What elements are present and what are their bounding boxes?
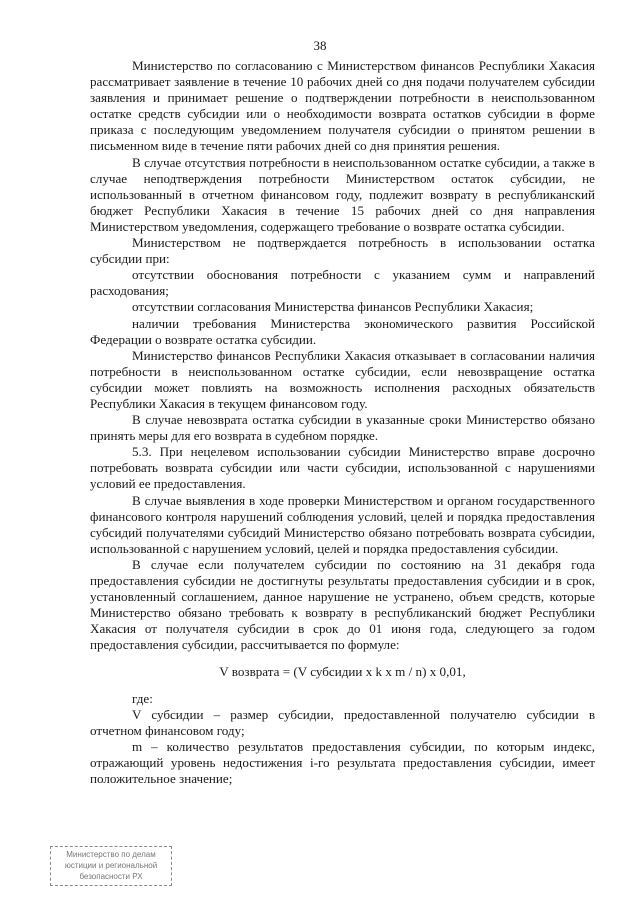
stamp-line: Министерство по делам — [66, 850, 156, 859]
paragraph: 5.3. При нецелевом использовании субсидии Министерство вправе досрочно потребовать возврата субсидии или части субсидии, использованной с нарушениями условий ее предоставления. — [90, 444, 595, 492]
paragraph: В случае невозврата остатка субсидии в указанные сроки Министерство обязано принять меры для его возврата в судебном порядке. — [90, 412, 595, 444]
paragraph: V субсидии – размер субсидии, предоставленной получателю субсидии в отчетном финансовом году; — [90, 706, 595, 738]
paragraph: Министерство финансов Республики Хакасия отказывает в согласовании наличия потребности в неиспользованном остатке субсидии, если невозвращение остатка субсидии может повлиять на возможность исполнения расходных обязательств Республики Хакасия в текущем финансовом году. — [90, 347, 595, 411]
registration-stamp — [50, 846, 172, 886]
paragraph: В случае отсутствия потребности в неиспользованном остатке субсидии, а также в случае неподтверждения потребности Министерством остаток субсидии, не использованный в отчетном финансовом году, подлежит возврату в республиканский бюджет Республики Хакасия в течение 15 рабочих дней со дня направления Министерством уведомления, содержащего требование о возврате остатка субсидии. — [90, 154, 595, 234]
stamp-line: безопасности РХ — [79, 872, 143, 881]
stamp-line: юстиции и региональной — [64, 861, 158, 870]
page-number: 38 — [313, 38, 327, 53]
paragraph: наличии требования Министерства экономического развития Российской Федерации о возврате остатка субсидии. — [90, 315, 595, 347]
paragraph: отсутствии обоснования потребности с указанием сумм и направлений расходования; — [90, 267, 595, 299]
paragraph: В случае выявления в ходе проверки Министерством и органом государственного финансового контроля нарушений соблюдения условий, целей и порядка предоставления субсидий получателями субсидий Министерство обязано потребовать возврата субсидии, использованной с нарушением условий, целей и порядка предоставления субсидии. — [90, 492, 595, 556]
paragraph: Министерством не подтверждается потребность в использовании остатка субсидии при: — [90, 235, 595, 267]
formula: V возврата = (V субсидии x k x m / n) x 0,01, — [219, 664, 466, 680]
paragraph: где: — [132, 690, 153, 706]
paragraph: m – количество результатов предоставления субсидии, по которым индекс, отражающий уровень недостижения i-го результата предоставления субсидии, имеет положительное значение; — [90, 738, 595, 787]
document-body — [90, 58, 595, 787]
paragraph: отсутствии согласования Министерства финансов Республики Хакасия; — [132, 299, 534, 315]
paragraph: Министерство по согласованию с Министерством финансов Республики Хакасия рассматривает заявление в течение 10 рабочих дней со дня подачи получателем субсидии заявления и принимает решение о подтверждении потребности в неиспользованном остатке средств субсидии или о необходимости возврата остатков субсидии в форме приказа с последующим уведомлением получателя субсидии о принятом решении в письменном виде в течение пяти рабочих дней со дня принятия решения. — [90, 58, 595, 154]
paragraph: В случае если получателем субсидии по состоянию на 31 декабря года предоставления субсидии не достигнуты результаты предоставления субсидии и в срок, установленный соглашением, данное нарушение не устранено, объем средств, которые Министерство обязано требовать к возврату в республиканский бюджет Республики Хакасия от получателя субсидии в срок до 01 июня года, следующего за годом предоставления субсидии, рассчитывается по формуле: — [90, 556, 595, 653]
